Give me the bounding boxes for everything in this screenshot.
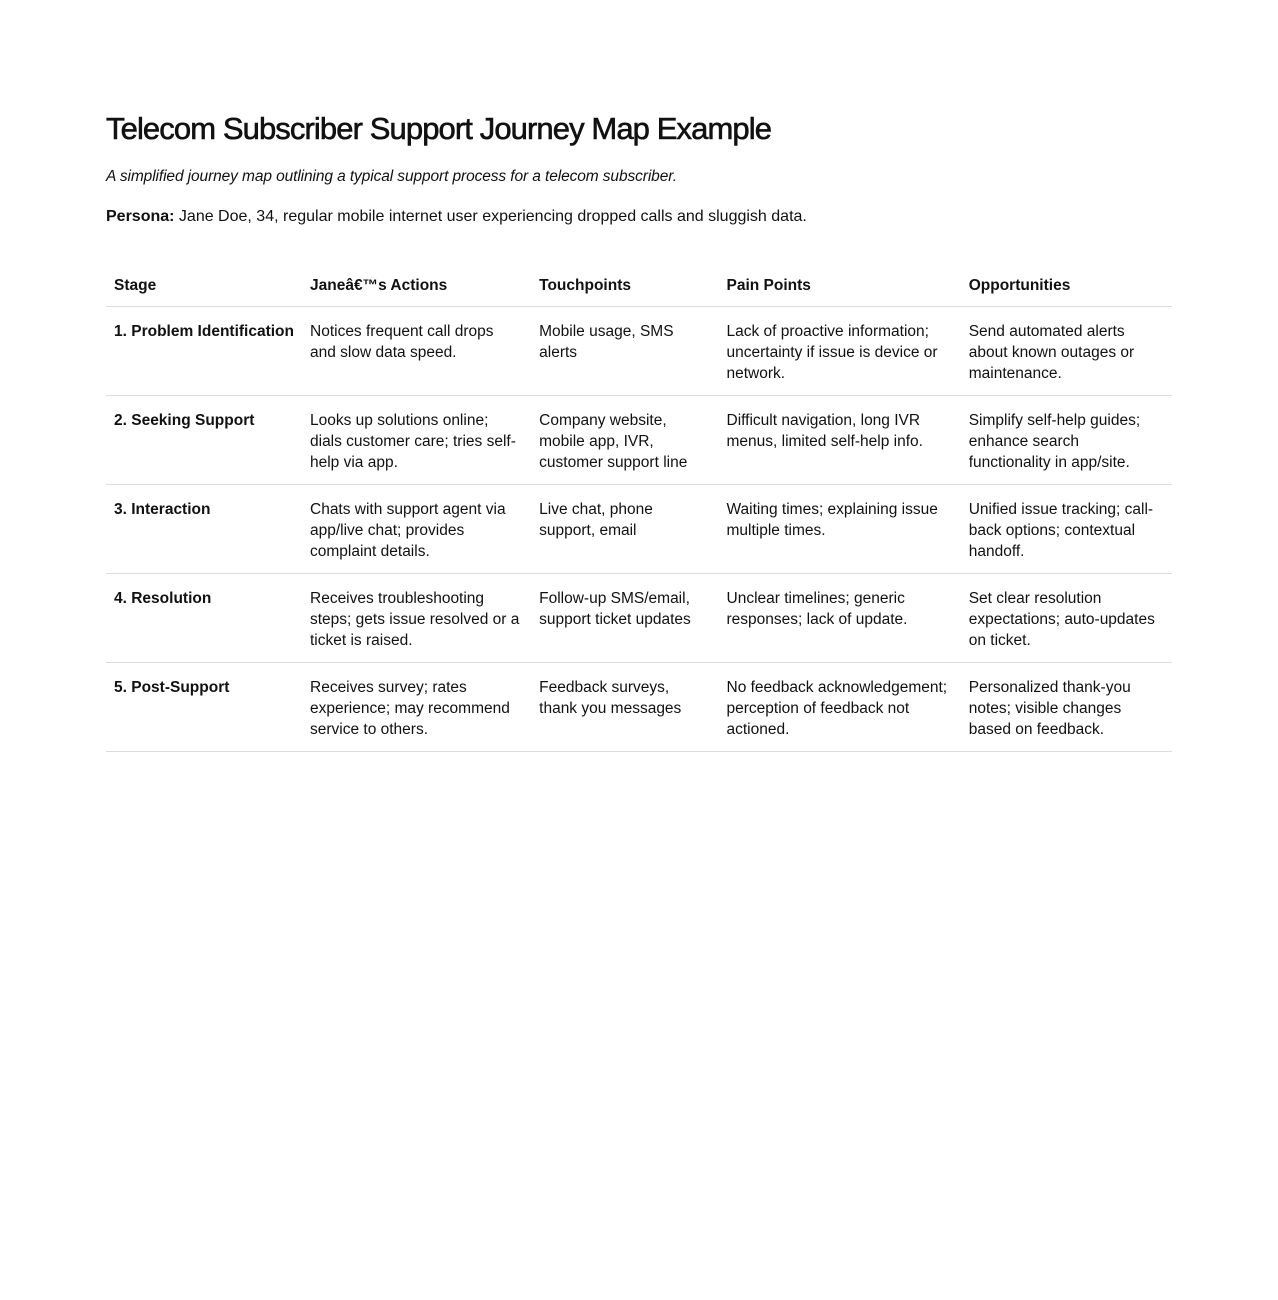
page-title: Telecom Subscriber Support Journey Map Example xyxy=(106,111,772,146)
stage-cell: 1. Problem Identification xyxy=(106,307,302,396)
persona-label: Persona: xyxy=(106,208,175,225)
pain-points-cell: No feedback acknowledgement; perception of feedback not actioned. xyxy=(719,663,961,752)
header-touchpoints: Touchpoints xyxy=(531,270,718,307)
table-header-row xyxy=(106,270,1172,307)
persona-line xyxy=(106,206,1172,228)
pain-points-cell: Lack of proactive information; uncertainty if issue is device or network. xyxy=(719,307,961,396)
stage-cell: 3. Interaction xyxy=(106,485,302,574)
stage-cell: 2. Seeking Support xyxy=(106,396,302,485)
table-row xyxy=(106,485,1172,574)
stage-cell: 4. Resolution xyxy=(106,574,302,663)
table-row xyxy=(106,307,1172,396)
actions-cell: Chats with support agent via app/live chat; provides complaint details. xyxy=(302,485,531,574)
opportunities-cell: Personalized thank-you notes; visible changes based on feedback. xyxy=(961,663,1172,752)
pain-points-cell: Difficult navigation, long IVR menus, limited self-help info. xyxy=(719,396,961,485)
pain-points-cell: Waiting times; explaining issue multiple times. xyxy=(719,485,961,574)
document xyxy=(106,108,1172,752)
touchpoints-cell: Feedback surveys, thank you messages xyxy=(531,663,718,752)
actions-cell: Looks up solutions online; dials customer care; tries self-help via app. xyxy=(302,396,531,485)
stage-cell: 5. Post-Support xyxy=(106,663,302,752)
table-row xyxy=(106,663,1172,752)
table-row xyxy=(106,396,1172,485)
touchpoints-cell: Mobile usage, SMS alerts xyxy=(531,307,718,396)
persona-text: Jane Doe, 34, regular mobile internet user experiencing dropped calls and sluggish data. xyxy=(174,208,807,225)
opportunities-cell: Simplify self-help guides; enhance search functionality in app/site. xyxy=(961,396,1172,485)
header-opportunities: Opportunities xyxy=(961,270,1172,307)
actions-cell: Receives troubleshooting steps; gets issue resolved or a ticket is raised. xyxy=(302,574,531,663)
actions-cell: Notices frequent call drops and slow data speed. xyxy=(302,307,531,396)
opportunities-cell: Send automated alerts about known outages or maintenance. xyxy=(961,307,1172,396)
actions-cell: Receives survey; rates experience; may recommend service to others. xyxy=(302,663,531,752)
journey-map-table xyxy=(106,270,1172,752)
touchpoints-cell: Follow-up SMS/email, support ticket updates xyxy=(531,574,718,663)
touchpoints-cell: Company website, mobile app, IVR, customer support line xyxy=(531,396,718,485)
header-stage: Stage xyxy=(106,270,302,307)
header-pain-points: Pain Points xyxy=(719,270,961,307)
opportunities-cell: Set clear resolution expectations; auto-updates on ticket. xyxy=(961,574,1172,663)
touchpoints-cell: Live chat, phone support, email xyxy=(531,485,718,574)
table-row xyxy=(106,574,1172,663)
opportunities-cell: Unified issue tracking; call-back options; contextual handoff. xyxy=(961,485,1172,574)
page-subtitle: A simplified journey map outlining a typical support process for a telecom subscriber. xyxy=(106,168,677,185)
pain-points-cell: Unclear timelines; generic responses; lack of update. xyxy=(719,574,961,663)
header-actions: Janeâ€™s Actions xyxy=(302,270,531,307)
